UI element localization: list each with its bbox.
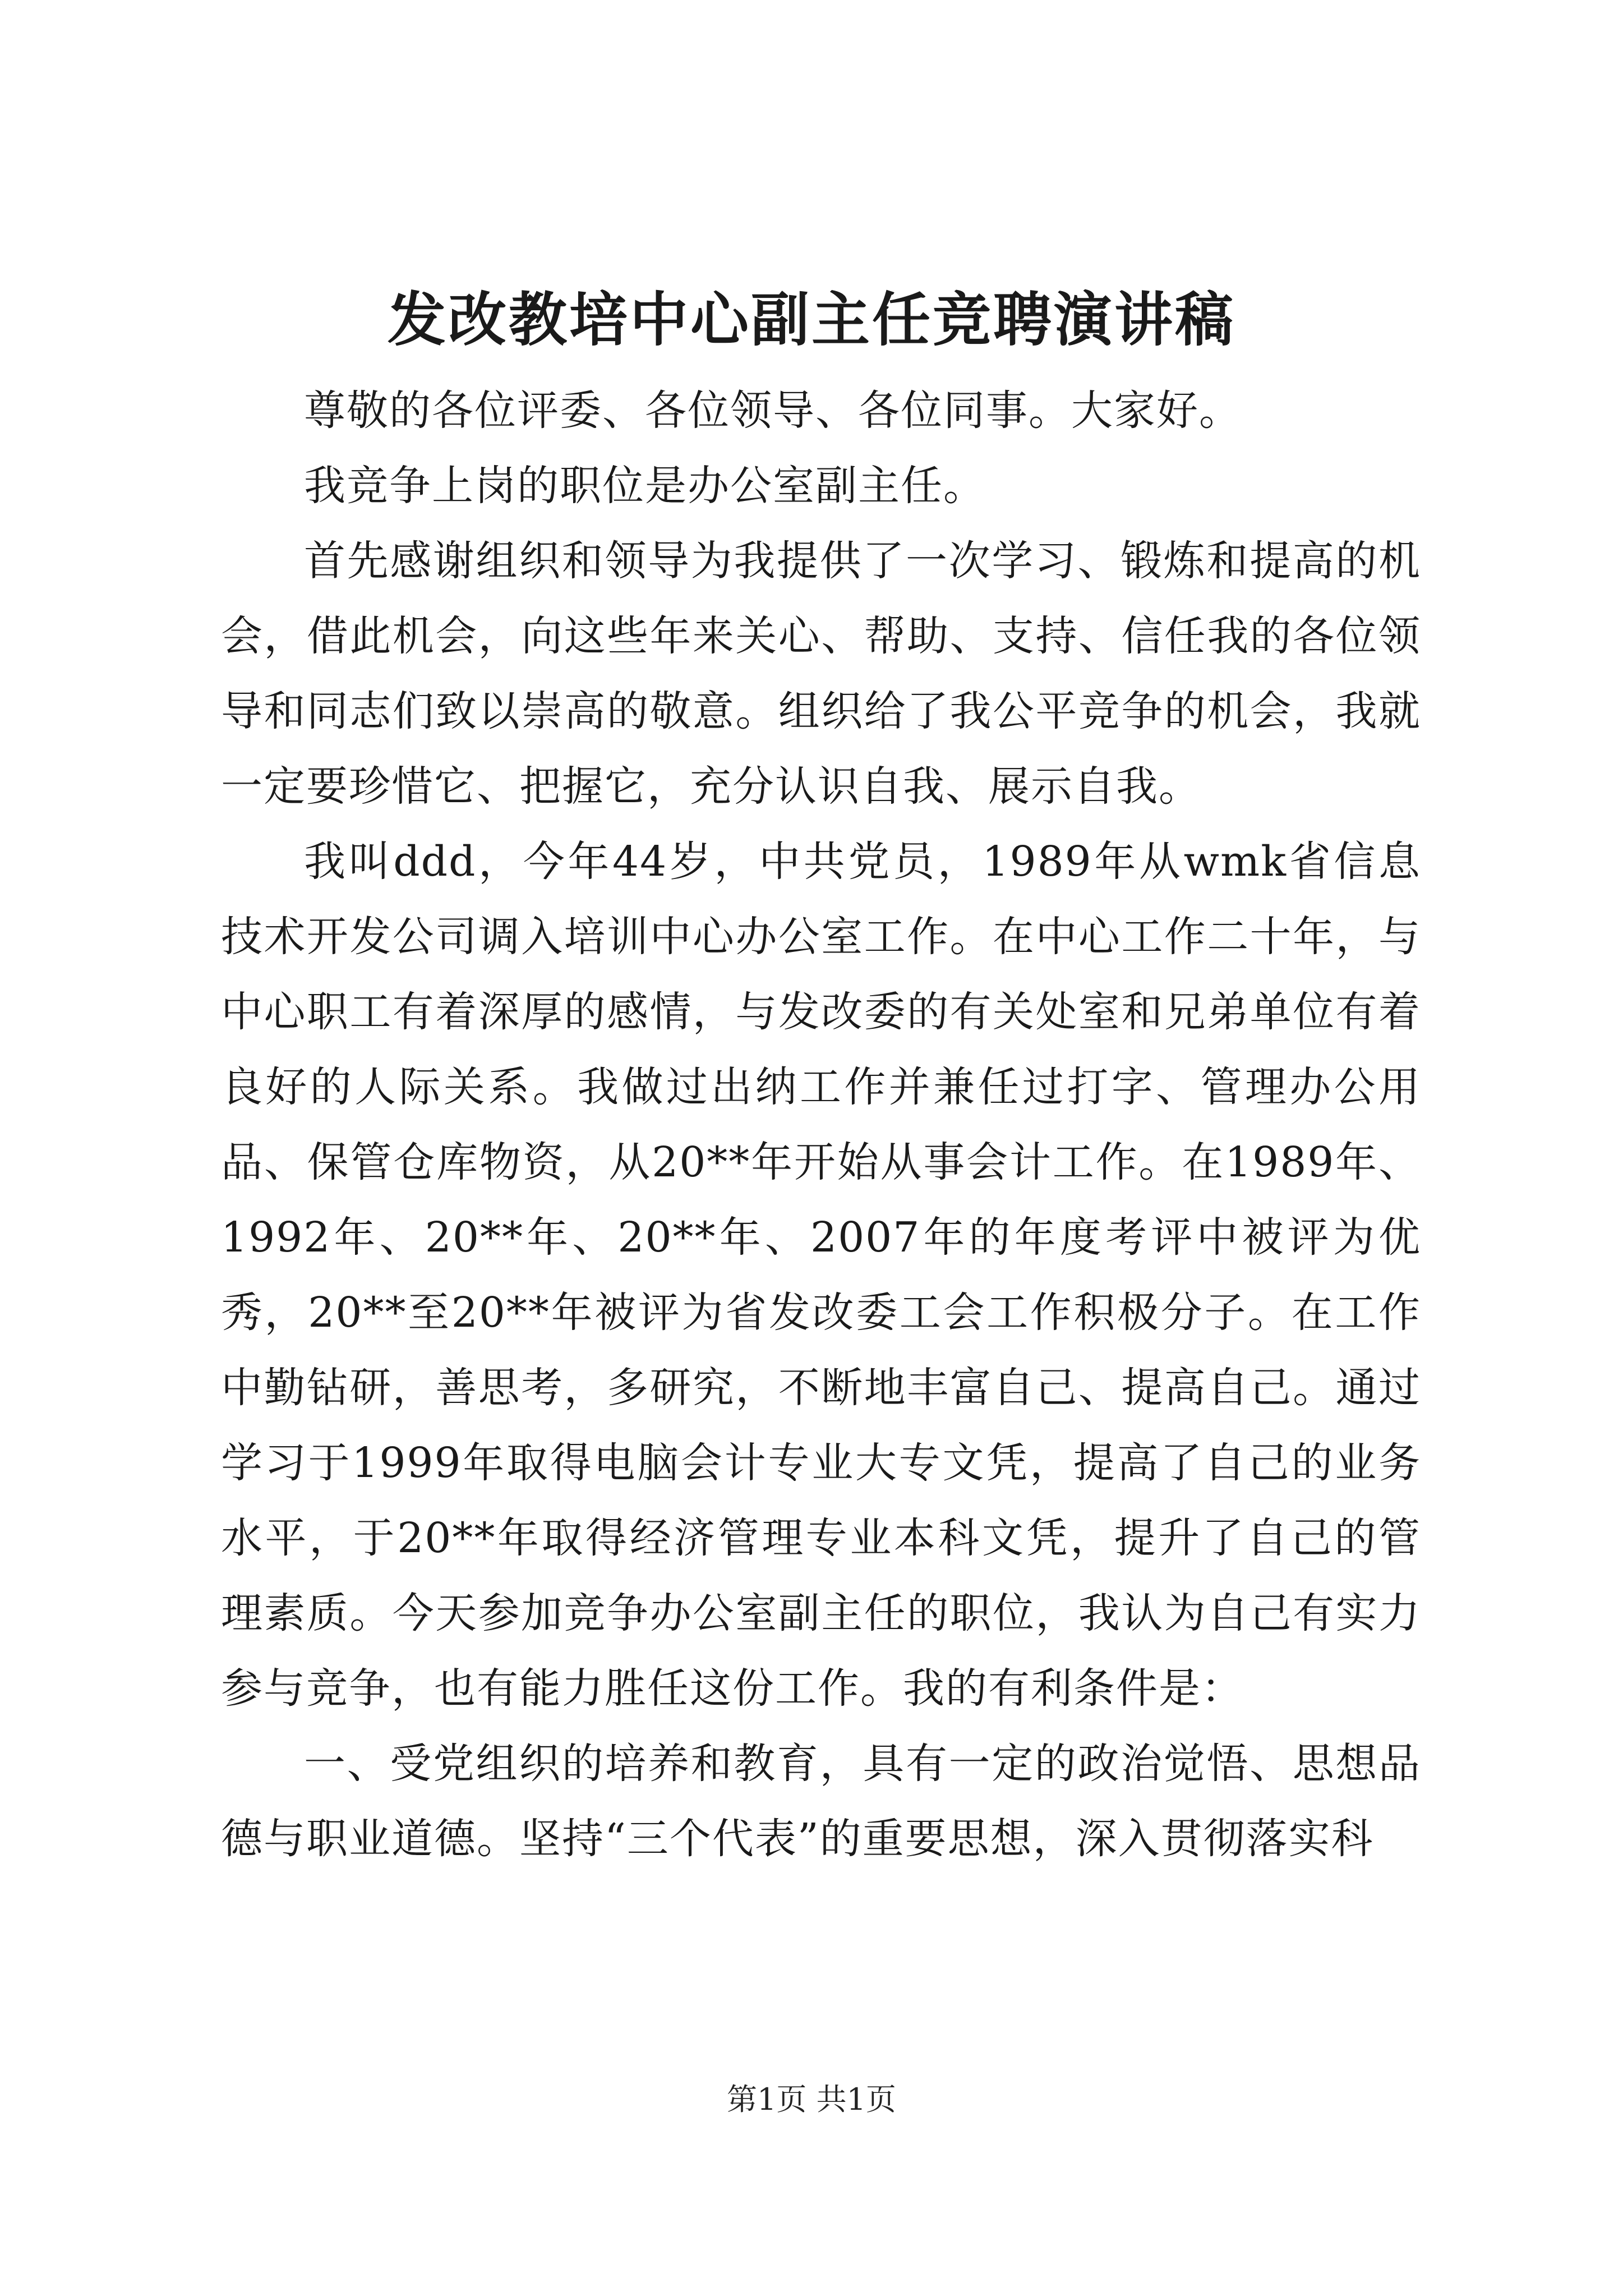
document-title: 发改教培中心副主任竞聘演讲稿: [387, 285, 1235, 354]
paragraph-thanks: 首先感谢组织和领导为我提供了一次学习、锻炼和提高的机会，借此机会，向这些年来关心、帮助、支持、信任我的各位领导和同志们致以崇高的敬意。组织给了我公平竞争的机会，我就一定要珍惜它、把握它，充分认识自我、展示自我。: [221, 537, 1421, 811]
document-body: [221, 373, 1421, 1876]
page-footer: 第1页 共1页: [727, 2082, 896, 2117]
paragraph-position: 我竞争上岗的职位是办公室副主任。: [304, 462, 986, 510]
paragraph-greeting: 尊敬的各位评委、各位领导、各位同事。大家好。: [304, 386, 1242, 435]
paragraph-introduction: 我叫ddd，今年44岁，中共党员，1989年从wmk省信息技术开发公司调入培训中心办公室工作。在中心工作二十年，与中心职工有着深厚的感情，与发改委的有关处室和兄弟单位有着良好的人际关系。我做过出纳工作并兼任过打字、管理办公用品、保管仓库物资，从20**年开始从事会计工作。在1989年、1992年、20**年、20**年、2007年的年度考评中被评为优秀，20**至20**年被评为省发改委工会工作积极分子。在工作中勤钻研，善思考，多研究，不断地丰富自己、提高自己。通过学习于1999年取得电脑会计专业大专文凭，提高了自己的业务水平，于20**年取得经济管理专业本科文凭，提升了自己的管理素质。今天参加竞争办公室副主任的职位，我认为自己有实力参与竞争，也有能力胜任这份工作。我的有利条件是：: [221, 838, 1421, 1713]
paragraph-condition-one: 一、受党组织的培养和教育，具有一定的政治觉悟、思想品德与职业道德。坚持“三个代表”的重要思想，深入贯彻落实科: [221, 1740, 1421, 1863]
